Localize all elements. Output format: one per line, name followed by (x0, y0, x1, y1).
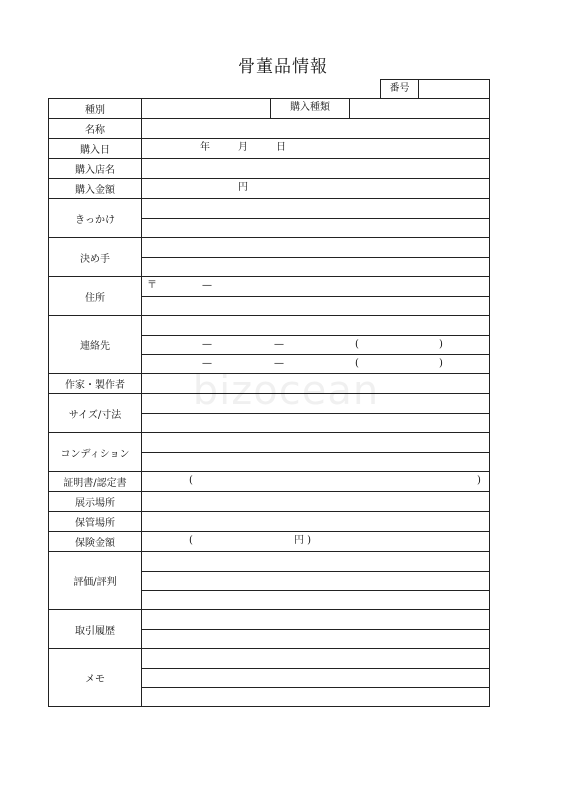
field-address[interactable] (142, 277, 489, 315)
label-contact: 連絡先 (49, 316, 142, 373)
label-address: 住所 (49, 277, 142, 315)
day-text: 日 (276, 142, 286, 153)
field-memo[interactable] (142, 649, 489, 706)
label-memo: メモ (49, 649, 142, 706)
label-insurance: 保険金額 (49, 532, 142, 551)
label-exhibit: 展示場所 (49, 492, 142, 511)
antique-info-form (48, 98, 490, 707)
insurance-paren-open: ( (189, 535, 193, 546)
yen-text: 円 (238, 182, 248, 193)
phone-dash-2: — (274, 339, 284, 350)
row-insurance (49, 531, 489, 551)
phone-paren-open: ( (355, 339, 359, 350)
cert-paren-open: ( (189, 475, 193, 486)
cert-paren-close: ) (477, 475, 481, 486)
field-contact[interactable] (142, 316, 489, 373)
row-artist (49, 373, 489, 393)
insurance-yen: 円 ) (294, 535, 312, 546)
postal-dash: — (202, 280, 212, 291)
field-condition[interactable] (142, 433, 489, 471)
row-decider (49, 237, 489, 276)
fax-paren-open: ( (355, 358, 359, 369)
row-memo (49, 648, 489, 706)
fax-dash-1: — (202, 358, 212, 369)
number-field[interactable] (419, 80, 489, 98)
field-store[interactable] (142, 159, 489, 178)
fax-paren-close: ) (439, 358, 443, 369)
phone-paren-close: ) (439, 339, 443, 350)
field-name[interactable] (142, 119, 489, 138)
field-kind[interactable] (142, 99, 489, 118)
watermark-logo: bizocean (192, 368, 380, 414)
field-certificate[interactable] (142, 472, 489, 491)
number-label: 番号 (381, 80, 419, 98)
label-trigger: きっかけ (49, 199, 142, 237)
row-size (49, 393, 489, 432)
row-storage (49, 511, 489, 531)
field-decider[interactable] (142, 238, 489, 276)
label-certificate: 証明書/認定書 (49, 472, 142, 491)
postal-mark: 〒 (147, 280, 157, 291)
row-history (49, 609, 489, 648)
field-history[interactable] (142, 610, 489, 648)
label-history: 取引履歴 (49, 610, 142, 648)
label-storage: 保管場所 (49, 512, 142, 531)
field-exhibit[interactable] (142, 492, 489, 511)
field-size[interactable] (142, 394, 489, 432)
phone-dash-1: — (202, 339, 212, 350)
label-condition: コンディション (49, 433, 142, 471)
label-store: 購入店名 (49, 159, 142, 178)
row-evaluation (49, 551, 489, 609)
label-purchase-date: 購入日 (49, 139, 142, 158)
row-exhibit (49, 491, 489, 511)
field-evaluation[interactable] (142, 552, 489, 609)
label-name: 名称 (49, 119, 142, 138)
row-trigger (49, 198, 489, 237)
field-trigger[interactable] (142, 199, 489, 237)
number-box (380, 79, 490, 98)
field-artist[interactable] (142, 374, 489, 393)
row-address (49, 276, 489, 315)
row-amount (49, 178, 489, 198)
row-name (49, 118, 489, 138)
label-size: サイズ/寸法 (49, 394, 142, 432)
label-decider: 決め手 (49, 238, 142, 276)
field-purchase-date[interactable] (142, 139, 489, 158)
label-purchase-kind: 購入種類 (270, 99, 350, 118)
document-title: 骨董品情報 (238, 57, 328, 77)
label-kind: 種別 (49, 99, 142, 118)
row-certificate (49, 471, 489, 491)
label-artist: 作家・製作者 (49, 374, 142, 393)
row-kind (49, 99, 489, 118)
label-evaluation: 評価/評判 (49, 552, 142, 609)
field-insurance[interactable] (142, 532, 489, 551)
month-text: 月 (238, 142, 248, 153)
row-store (49, 158, 489, 178)
fax-dash-2: — (274, 358, 284, 369)
row-contact (49, 315, 489, 373)
field-amount[interactable] (142, 179, 489, 198)
row-purchase-date (49, 138, 489, 158)
label-amount: 購入金額 (49, 179, 142, 198)
row-condition (49, 432, 489, 471)
year-text: 年 (200, 142, 210, 153)
field-storage[interactable] (142, 512, 489, 531)
